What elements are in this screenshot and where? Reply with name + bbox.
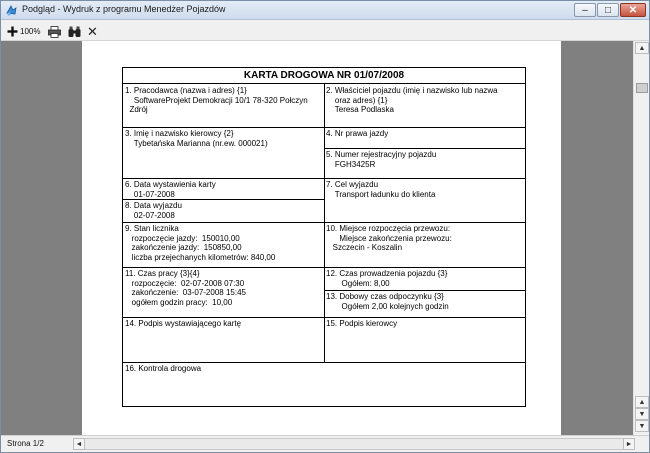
cell-vehicle-owner: 2. Właściciel pojazdu (imię i nazwisko lub nazwa oraz adres) {1} Teresa Podlaska (326, 86, 498, 115)
cell-license-number: 4. Nr prawa jazdy (326, 129, 389, 138)
app-icon (5, 4, 18, 17)
scroll-up-button[interactable]: ▲ (635, 42, 649, 54)
status-bar (1, 435, 649, 452)
scroll-right-button[interactable]: ► (623, 438, 635, 450)
cell-driver-name: 3. Imię i nazwisko kierowcy {2} Tybetańska Marianna (nr.ew. 000021) (125, 129, 268, 148)
scroll-thumb[interactable] (636, 83, 648, 93)
cell-registration-number: 5. Numer rejestracyjny pojazdu FGH3425R (326, 150, 437, 169)
page-indicator: Strona 1/2 (7, 439, 44, 448)
cell-employer: 1. Pracodawca (nazwa i adres) {1} SoftwareProjekt Demokracji 10/1 78-320 Połczyn Zdrój (125, 86, 308, 115)
page-sheet (82, 41, 561, 435)
cell-daily-rest: 13. Dobowy czas odpoczynku {3} Ogółem 2,00 kolejnych godzin (326, 292, 449, 311)
print-button[interactable] (48, 24, 61, 39)
cell-working-time: 11. Czas pracy {3}{4} rozpoczęcie: 02-07-2008 07:30 zakończenie: 03-07-2008 15:45 ogółem godzin pracy: 10,00 (125, 269, 246, 307)
toolbar (1, 21, 649, 41)
close-window-button[interactable]: ✕ (620, 3, 646, 17)
zoom-button[interactable] (7, 24, 40, 39)
horizontal-scrollbar[interactable] (73, 438, 635, 450)
zoom-icon (7, 26, 18, 37)
cell-departure-date: 8. Data wyjazdu 02-07-2008 (125, 201, 182, 220)
zoom-level: 100% (20, 27, 41, 36)
close-preview-button[interactable]: ✕ (87, 24, 98, 39)
cell-odometer: 9. Stan licznika rozpoczęcie jazdy: 150010,00 zakończenie jazdy: 150850,00 liczba przejechanych kilometrów: 840,00 (125, 224, 276, 262)
maximize-button[interactable]: □ (597, 3, 619, 17)
find-button[interactable] (68, 24, 81, 39)
title-bar[interactable] (1, 1, 649, 20)
binoculars-icon (68, 26, 81, 38)
scroll-page-up-button[interactable]: ▲ (635, 396, 649, 408)
cell-driving-time: 12. Czas prowadzenia pojazdu {3} Ogółem: 8,00 (326, 269, 448, 288)
cell-driver-signature: 15. Podpis kierowcy (326, 319, 398, 328)
printer-icon (48, 26, 61, 38)
minimize-button[interactable]: – (574, 3, 596, 17)
scroll-page-down-button[interactable]: ▼ (635, 420, 649, 432)
cell-issue-date: 6. Data wystawienia karty 01-07-2008 (125, 180, 216, 199)
cell-trip-purpose: 7. Cel wyjazdu Transport ładunku do klienta (326, 180, 436, 199)
preview-viewport[interactable] (1, 41, 633, 435)
cell-road-control: 16. Kontrola drogowa (125, 364, 202, 373)
window-title: Podgląd - Wydruk z programu Menedżer Pojazdów (22, 4, 226, 14)
vertical-scrollbar[interactable] (633, 41, 649, 435)
scroll-left-button[interactable]: ◄ (73, 438, 85, 450)
cell-issuer-signature: 14. Podpis wystawiającego kartę (125, 319, 242, 328)
cell-route: 10. Miejsce rozpoczęcia przewozu: Miejsce zakończenia przewozu: Szczecin - Koszalin (326, 224, 452, 253)
scroll-down-button[interactable]: ▼ (635, 408, 649, 420)
road-card-table (122, 67, 526, 407)
document-title: KARTA DROGOWA NR 01/07/2008 (123, 68, 525, 84)
